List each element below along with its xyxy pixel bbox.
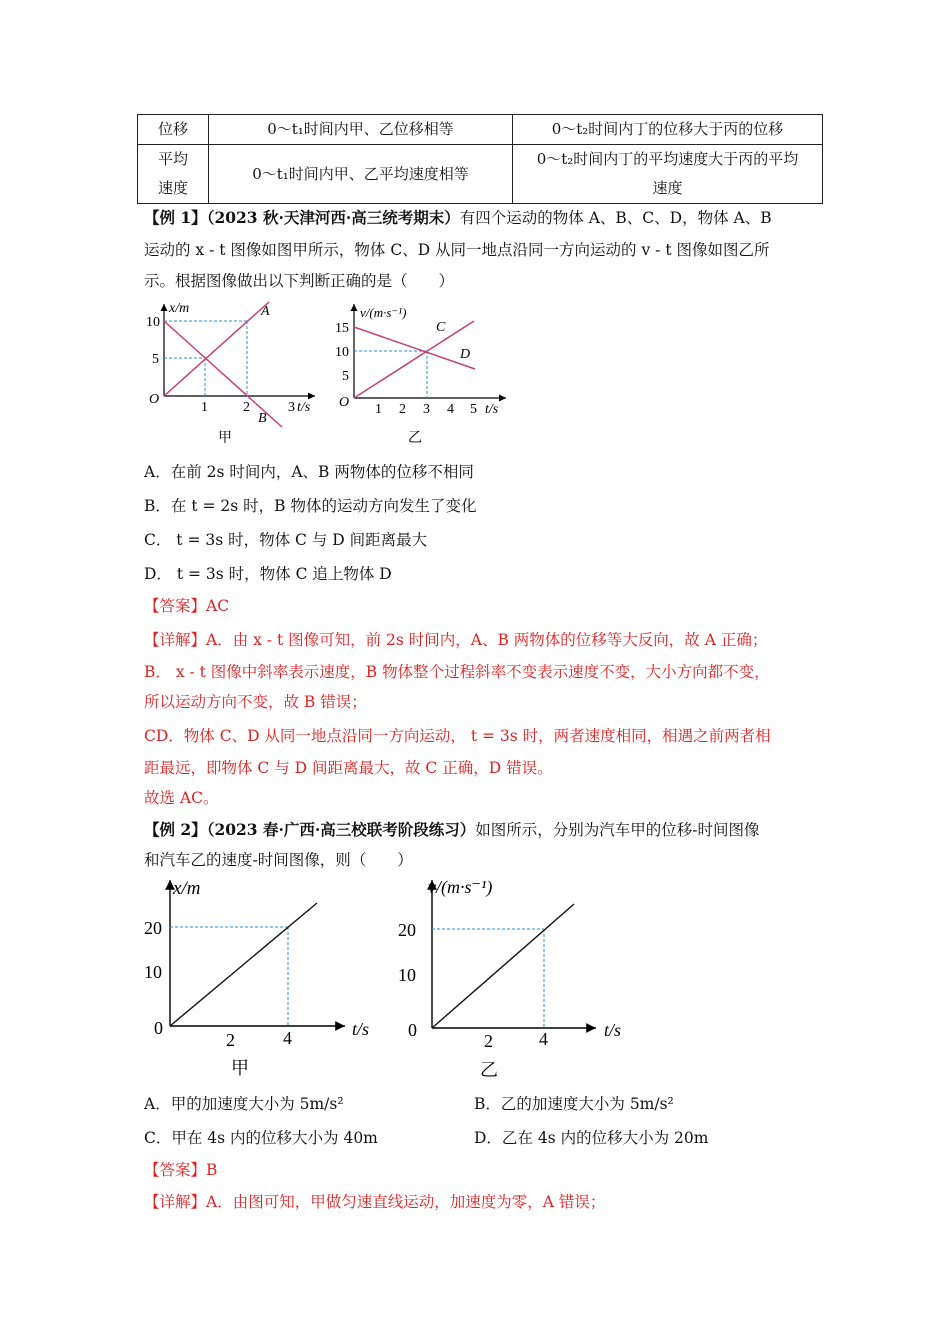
ex1-source: （2023 秋·天津河西·高三统考期末）: [206, 208, 460, 227]
ex1-graph-yi: [330, 296, 510, 446]
table-row: [138, 115, 823, 145]
origin-label: O: [149, 392, 160, 407]
tick-label: 3: [288, 400, 295, 415]
tick-label: 10: [398, 965, 416, 985]
ex2-stem-line1: 如图所示，分别为汽车甲的位移-时间图像: [475, 821, 760, 839]
table-cell: 0～t₁时间内甲、乙位移相等: [209, 115, 513, 145]
table-cell-line: 速度: [157, 179, 188, 197]
table-cell-line: 速度: [652, 179, 683, 197]
ex2-tag: 【例 2】: [144, 820, 207, 839]
ex1-stem-line2: 运动的 x - t 图像如图甲所示，物体 C、D 从同一地点沿同一方向运动的 v - t 图像如图乙所: [144, 241, 770, 259]
table-cell-line: 平均: [157, 150, 188, 168]
tick-label: 4: [539, 1029, 548, 1049]
tick-label: 1: [201, 400, 208, 415]
line-a: [164, 302, 269, 396]
graph-caption: 甲: [231, 1058, 249, 1078]
ex1-detail-line: 距最远，即物体 C 与 D 间距离最大，故 C 正确，D 错误。: [144, 759, 553, 777]
ex2-graph-yi: [390, 870, 640, 1085]
x-axis-label: t/s: [604, 1020, 622, 1040]
line-c-label: C: [436, 320, 446, 335]
tick-label: 2: [399, 402, 406, 417]
graph-caption: 乙: [408, 431, 422, 446]
line-a-label: A: [261, 304, 270, 319]
ex1-detail-line: B． x - t 图像中斜率表示速度，B 物体整个过程斜率不变表示速度不变，大小方向都不变，: [144, 663, 770, 681]
tick-label: 5: [342, 369, 349, 384]
ex2-answer: 【答案】B: [144, 1161, 218, 1179]
ex2-source: （2023 春·广西·高三校联考阶段练习）: [206, 820, 476, 839]
tick-label: 3: [423, 402, 430, 417]
line-b-label: B: [258, 411, 267, 426]
y-axis-label: v/(m·s⁻¹): [428, 877, 493, 897]
ex1-option-c: C． t = 3s 时，物体 C 与 D 间距离最大: [144, 531, 428, 549]
data-line: [170, 903, 317, 1026]
tick-label: 10: [335, 345, 349, 360]
ex1-detail-line: 所以运动方向不变，故 B 错误；: [144, 693, 367, 711]
line-d-label: D: [460, 347, 471, 362]
tick-label: 5: [152, 352, 159, 367]
ex1-heading: [144, 208, 772, 228]
ex1-option-b: B．在 t = 2s 时，B 物体的运动方向发生了变化: [144, 497, 477, 515]
tick-label: 2: [243, 400, 250, 415]
tick-label: 4: [447, 402, 454, 417]
ex1-option-d: D． t = 3s 时，物体 C 追上物体 D: [144, 565, 392, 583]
tick-label: 2: [484, 1031, 493, 1051]
ex2-option-a: A．甲的加速度大小为 5m/s²: [144, 1095, 344, 1113]
ex2-graph-jia: [140, 870, 380, 1085]
tick-label: 10: [146, 315, 160, 330]
table-cell: 0～t₂时间内丁的位移大于丙的位移: [513, 115, 823, 145]
tick-label: 4: [283, 1028, 292, 1048]
table-row: [138, 145, 823, 204]
x-axis-label: t/s: [485, 402, 499, 417]
tick-label: 5: [470, 402, 477, 417]
tick-label: 0: [408, 1020, 417, 1040]
y-axis-label: x/m: [173, 878, 201, 899]
y-axis-label: x/m: [169, 301, 190, 316]
tick-label: 2: [226, 1030, 235, 1050]
x-axis-label: t/s: [352, 1019, 370, 1039]
line-d: [354, 327, 475, 369]
graph-caption: 甲: [218, 431, 232, 446]
table-cell: 位移: [138, 115, 209, 145]
x-axis-label: t/s: [297, 400, 311, 415]
ex1-option-a: A．在前 2s 时间内，A、B 两物体的位移不相同: [144, 463, 474, 481]
ex2-stem-line2: 和汽车乙的速度-时间图像，则（ ）: [144, 851, 413, 869]
ex1-detail-line: 故选 AC。: [144, 789, 219, 807]
ex1-stem-line1: 有四个运动的物体 A、B、C、D，物体 A、B: [459, 209, 772, 227]
tick-label: 20: [144, 918, 162, 938]
origin-label: O: [339, 395, 350, 410]
table-cell: 0～t₁时间内甲、乙平均速度相等: [209, 145, 513, 204]
comparison-table: [137, 114, 823, 204]
ex1-detail-line: CD．物体 C、D 从同一地点沿同一方向运动， t = 3s 时，两者速度相同，相遇之前两者相: [144, 727, 771, 745]
tick-label: 20: [398, 920, 416, 940]
ex1-tag: 【例 1】: [144, 208, 207, 227]
ex2-option-b: B．乙的加速度大小为 5m/s²: [474, 1095, 674, 1113]
ex1-stem-line3: 示。根据图像做出以下判断正确的是（ ）: [144, 272, 455, 290]
table-cell-line: 0～t₂时间内丁的平均速度大于丙的平均: [536, 150, 799, 168]
tick-label: 0: [154, 1018, 163, 1038]
table-cell: [138, 145, 209, 204]
y-axis-label: v/(m·s⁻¹): [360, 305, 407, 320]
tick-label: 10: [144, 962, 162, 982]
ex2-heading: [144, 820, 760, 840]
ex1-answer: 【答案】AC: [144, 597, 230, 615]
table-cell: [513, 145, 823, 204]
data-line: [432, 904, 574, 1028]
tick-label: 1: [375, 402, 382, 417]
tick-label: 15: [335, 321, 349, 336]
ex1-graph-jia: [140, 296, 320, 446]
ex1-detail-line: 【详解】A．由 x - t 图像可知，前 2s 时间内，A、B 两物体的位移等大反向，故 A 正确；: [144, 631, 768, 649]
ex2-option-d: D．乙在 4s 内的位移大小为 20m: [474, 1129, 709, 1147]
ex2-option-c: C．甲在 4s 内的位移大小为 40m: [144, 1129, 378, 1147]
graph-caption: 乙: [480, 1060, 498, 1080]
ex2-detail-line: 【详解】A．由图可知，甲做匀速直线运动，加速度为零，A 错误；: [144, 1193, 606, 1211]
